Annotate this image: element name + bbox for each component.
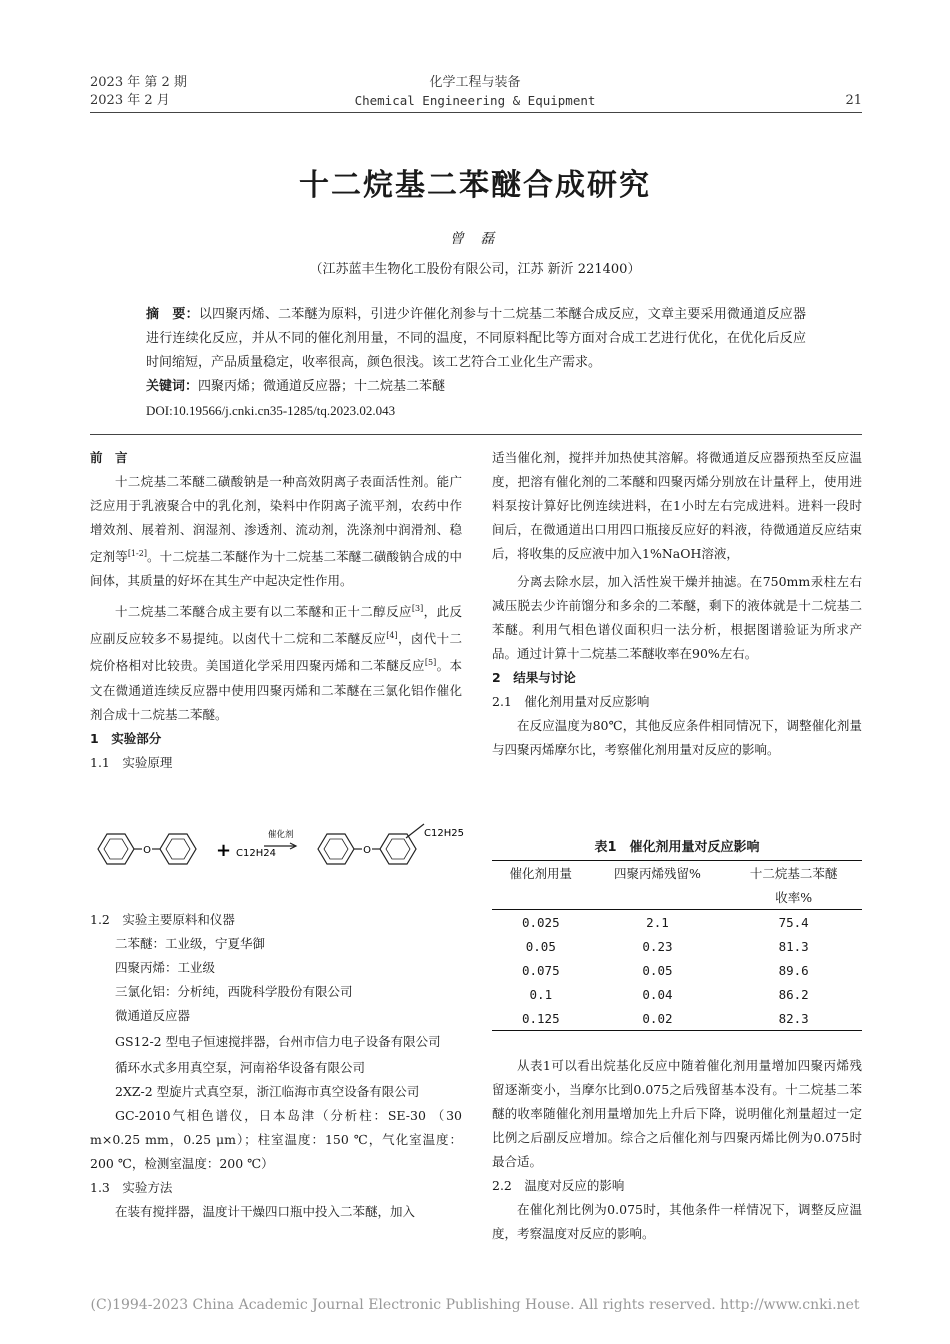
table-row xyxy=(492,958,862,982)
results-paragraph-1: 在反应温度为80℃，其他反应条件相同情况下，调整催化剂量与四聚丙烯摩尔比，考察催化剂用量对反应的影响。 xyxy=(492,718,862,757)
benzene-ring-inner xyxy=(166,839,190,859)
material-item: 二苯醚：工业级，宁夏华御 xyxy=(115,936,266,951)
table-cell: 0.025 xyxy=(521,914,560,930)
oxygen-atom: O xyxy=(143,845,151,856)
benzene-ring xyxy=(380,834,416,864)
material-item: 微通道反应器 xyxy=(115,1008,191,1023)
method-continued: 适当催化剂，搅拌并加热使其溶解。将微通道反应器预热至反应温度，把溶有催化剂的二苯醚和四聚丙烯分别放在计量秤上，使用进料泵按计算好比例连续进料，在1小时左右完成进料。进料一段时间后，在微通道出口用四口瓶接反应好的料液，待微通道反应结束后，将收集的反应液中加入1%NaOH溶液， xyxy=(492,450,862,561)
preface-paragraph-2 xyxy=(90,597,462,726)
table-row xyxy=(492,982,862,1006)
keywords-label: 关键词： xyxy=(146,379,199,394)
affiliation: （江苏蓝丰生物化工股份有限公司，江苏 新沂 221400） xyxy=(309,262,641,277)
doi: DOI:10.19566/j.cnki.cn35-1285/tq.2023.02.043 xyxy=(146,403,396,418)
section-1-3-heading: 1.3 实验方法 xyxy=(90,1180,173,1195)
table-cell: 81.3 xyxy=(778,938,809,954)
copyright-footer: (C)1994-2023 China Academic Journal Electronic Publishing House. All rights reserved. http://www.cnki.net xyxy=(90,1297,860,1313)
table-header-cell: 催化剂用量 xyxy=(509,866,573,881)
table-cell: 0.075 xyxy=(521,962,560,978)
table-header-cell: 四聚丙烯残留% xyxy=(614,866,701,881)
reagent-formula: C12H24 xyxy=(236,848,276,859)
citation: [1-2] xyxy=(127,549,147,558)
method-paragraph-2: 分离去除水层，加入活性炭干燥并抽滤。在750mm汞柱左右减压脱去少许前馏分和多余的二苯醚，剩下的液体就是十二烷基二苯醚。利用气相色谱仪面积归一法分析，根据图谱验证为所求产品。通过计算十二烷基二苯醚收率在90%左右。 xyxy=(492,574,862,661)
section-2-2-heading: 2.2 温度对反应的影响 xyxy=(492,1178,625,1193)
table-header-row xyxy=(492,861,862,886)
benzene-ring xyxy=(318,834,354,864)
table-cell: 0.125 xyxy=(521,1010,560,1026)
preface-p2a: 十二烷基二苯醚合成主要有以二苯醚和正十二醇反应 xyxy=(115,604,412,620)
right-column-lower xyxy=(492,1054,862,1246)
section-2-heading: 2 结果与讨论 xyxy=(492,670,576,685)
preface-p2c: ，卤代十二烷价格相对比较贵。美国道化学采用四聚丙烯和二苯醚反应 xyxy=(90,631,462,674)
reaction-scheme xyxy=(90,812,470,892)
table-header-cell: 十二烷基二苯醚 xyxy=(749,866,838,881)
plus-sign: + xyxy=(216,840,232,861)
table-cell: 0.04 xyxy=(642,986,673,1002)
paper-title: 十二烷基二苯醚合成研究 xyxy=(299,168,651,203)
oxygen-atom: O xyxy=(363,845,371,856)
header-rule xyxy=(90,112,862,113)
abstract-block xyxy=(146,303,806,423)
material-item: GC-2010气相色谱仪，日本岛津（分析柱：SE-30 （30 m×0.25 mm，0.25 μm）；柱室温度：150 ℃，气化室温度：200 ℃，检测室温度：200 ℃） xyxy=(90,1108,462,1171)
table-cell: 86.2 xyxy=(778,986,809,1002)
results-paragraph-3: 在催化剂比例为0.075时，其他条件一样情况下，调整反应温度，考察温度对反应的影响。 xyxy=(492,1202,862,1241)
section-1-2-heading: 1.2 实验主要原料和仪器 xyxy=(90,912,235,927)
keywords-text: 四聚丙烯；微通道反应器；十二烷基二苯醚 xyxy=(198,379,446,394)
benzene-ring xyxy=(160,834,196,864)
date-label: 2023 年 2 月 xyxy=(90,93,170,108)
method-paragraph: 在装有搅拌器，温度计干燥四口瓶中投入二苯醚，加入 xyxy=(115,1204,416,1219)
table-header-row-2 xyxy=(492,885,862,910)
section-2-1-heading: 2.1 催化剂用量对反应影响 xyxy=(492,694,650,709)
alkyl-substituent: C12H25 xyxy=(424,828,464,839)
table-cell: 75.4 xyxy=(778,914,809,930)
abstract-rule xyxy=(90,434,862,435)
table-cell: 2.1 xyxy=(646,914,669,930)
table-cell: 0.1 xyxy=(529,986,553,1002)
table-cell: 0.23 xyxy=(642,938,673,954)
results-paragraph-2: 从表1可以看出烷基化反应中随着催化剂用量增加四聚丙烯残留逐渐变小，当摩尔比到0.075之后残留基本没有。十二烷基二苯醚的收率随催化剂用量增加先上升后下降，说明催化剂量超过一定比例之后副反应增加。综合之后催化剂与四聚丙烯比例为0.075时最合适。 xyxy=(492,1058,862,1169)
table-header-cell: 收率% xyxy=(775,890,813,905)
material-item: 2XZ-2 型旋片式真空泵，浙江临海市真空设备有限公司 xyxy=(115,1084,420,1099)
keywords xyxy=(146,375,806,399)
page-number: 21 xyxy=(845,93,862,108)
table-cell: 0.05 xyxy=(642,962,673,978)
left-column xyxy=(90,446,462,775)
citation: [4] xyxy=(386,631,398,641)
table-row xyxy=(492,910,862,935)
preface-p2d: 。本文在微通道连续反应器中使用四聚丙烯和二苯醚在三氯化铝作催化剂合成十二烷基二苯醚。 xyxy=(90,658,462,722)
benzene-ring-inner xyxy=(324,839,348,859)
abstract xyxy=(146,303,806,375)
abstract-label: 摘 要： xyxy=(146,307,199,322)
benzene-ring-inner xyxy=(386,839,410,859)
table-cell: 0.02 xyxy=(642,1010,673,1026)
material-item: 四聚丙烯：工业级 xyxy=(115,960,216,975)
table-cell: 89.6 xyxy=(778,962,809,978)
benzene-ring xyxy=(98,834,134,864)
abstract-text: 以四聚丙烯、二苯醚为原料，引进少许催化剂参与十二烷基二苯醚合成反应，文章主要采用微通道反应器进行连续化反应，并从不同的催化剂用量，不同的温度，不同原料配比等方面对合成工艺进行优化，在优化后反应时间缩短，产品质量稳定，收率很高，颜色很浅。该工艺符合工业化生产需求。 xyxy=(146,307,806,370)
preface-p2b: ，此反应副反应较多不易提纯。以卤代十二烷和二苯醚反应 xyxy=(90,604,462,647)
right-column xyxy=(492,446,862,762)
table-1-caption: 表1 催化剂用量对反应影响 xyxy=(594,840,760,855)
table-cell: 82.3 xyxy=(778,1010,809,1026)
section-1-heading: 1 实验部分 xyxy=(90,730,162,746)
section-1-1-heading: 1.1 实验原理 xyxy=(90,754,173,770)
table-1 xyxy=(492,860,862,1031)
catalyst-label: 催化剂 xyxy=(268,830,294,840)
author: 曾 磊 xyxy=(449,231,501,247)
citation: [5] xyxy=(424,658,437,668)
preface-p1a: 十二烷基二苯醚二磺酸钠是一种高效阴离子表面活性剂。能广泛应用于乳液聚合中的乳化剂，染料中作阴离子流平剂，农药中作增效剂、展着剂、润湿剂、渗透剂、流动剂，洗涤剂中润滑剂、稳定剂等 xyxy=(90,474,462,565)
journal-title-en: Chemical Engineering & Equipment xyxy=(354,93,596,108)
material-item: GS12-2 型电子恒速搅拌器，台州市信力电子设备有限公司 xyxy=(115,1034,441,1049)
left-column-continued xyxy=(90,908,462,1224)
citation: [3] xyxy=(411,604,424,614)
preface-p1b: 。十二烷基二苯醚作为十二烷基二苯醚二磺酸钠合成的中间体，其质量的好坏在其生产中起决定性作用。 xyxy=(90,549,462,589)
table-cell: 0.05 xyxy=(525,938,556,954)
journal-title-cn: 化学工程与装备 xyxy=(429,75,521,90)
material-item: 三氯化铝：分析纯，西陇科学股份有限公司 xyxy=(115,984,353,999)
preface-heading: 前 言 xyxy=(90,450,128,465)
material-item: 循环水式多用真空泵，河南裕华设备有限公司 xyxy=(115,1060,366,1075)
benzene-ring-inner xyxy=(104,839,128,859)
table-row xyxy=(492,1006,862,1031)
issue-label: 2023 年 第 2 期 xyxy=(90,75,187,90)
preface-paragraph-1 xyxy=(90,470,462,593)
table-row xyxy=(492,934,862,958)
